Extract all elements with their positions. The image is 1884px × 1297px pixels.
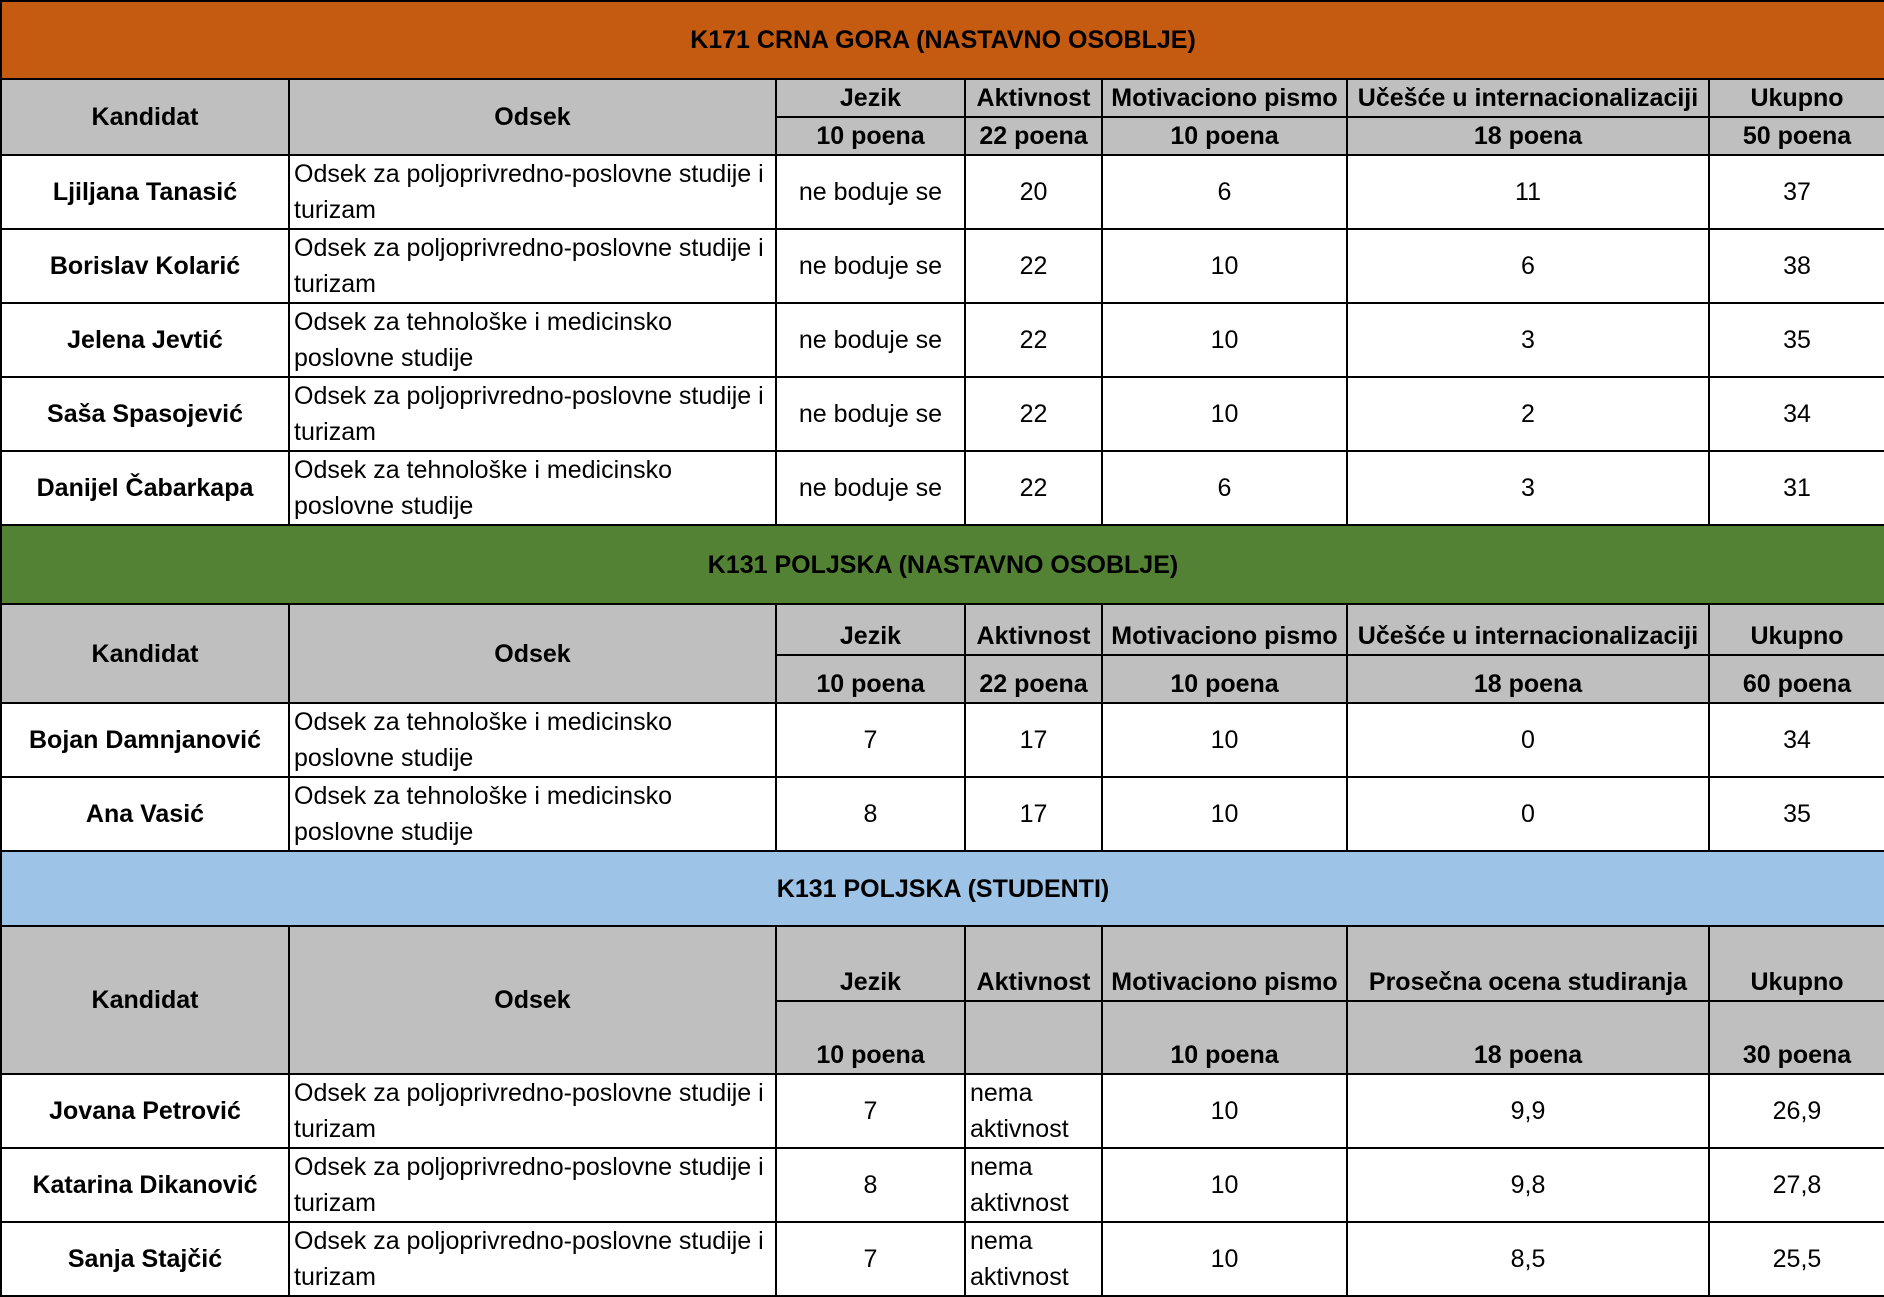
cell-motivaciono: 10 bbox=[1102, 1148, 1347, 1222]
points-motivaciono: 10 poena bbox=[1102, 117, 1347, 155]
cell-motivaciono: 10 bbox=[1102, 1222, 1347, 1296]
section-title: K131 POLJSKA (NASTAVNO OSOBLJE) bbox=[1, 525, 1884, 604]
header-kandidat: Kandidat bbox=[1, 926, 289, 1074]
header-prosecna-ocena: Prosečna ocena studiranja bbox=[1347, 926, 1709, 1001]
header-aktivnost: Aktivnost bbox=[965, 604, 1102, 655]
cell-internacionalizacija: 11 bbox=[1347, 155, 1709, 229]
cell-internacionalizacija: 6 bbox=[1347, 229, 1709, 303]
cell-aktivnost: 22 bbox=[965, 229, 1102, 303]
header-odsek: Odsek bbox=[289, 604, 776, 703]
cell-jezik: 7 bbox=[776, 1222, 965, 1296]
cell-odsek: Odsek za poljoprivredno-poslovne studije i turizam bbox=[289, 229, 776, 303]
cell-odsek: Odsek za poljoprivredno-poslovne studije i turizam bbox=[289, 155, 776, 229]
cell-motivaciono: 6 bbox=[1102, 451, 1347, 525]
cell-aktivnost: 22 bbox=[965, 451, 1102, 525]
cell-motivaciono: 10 bbox=[1102, 377, 1347, 451]
points-motivaciono: 10 poena bbox=[1102, 655, 1347, 703]
cell-jezik: 7 bbox=[776, 703, 965, 777]
header-internacionalizacija: Učešće u internacionalizaciji bbox=[1347, 604, 1709, 655]
header-ukupno: Ukupno bbox=[1709, 604, 1884, 655]
header-jezik: Jezik bbox=[776, 604, 965, 655]
table-row bbox=[1, 1074, 1884, 1148]
cell-prosecna-ocena: 9,8 bbox=[1347, 1148, 1709, 1222]
cell-aktivnost: nema aktivnost bbox=[965, 1074, 1102, 1148]
points-jezik: 10 poena bbox=[776, 117, 965, 155]
cell-odsek: Odsek za tehnološke i medicinsko poslovne studije bbox=[289, 303, 776, 377]
cell-ukupno: 38 bbox=[1709, 229, 1884, 303]
cell-internacionalizacija: 0 bbox=[1347, 703, 1709, 777]
cell-odsek: Odsek za poljoprivredno-poslovne studije i turizam bbox=[289, 377, 776, 451]
cell-aktivnost: nema aktivnost bbox=[965, 1148, 1102, 1222]
cell-jezik: ne boduje se bbox=[776, 155, 965, 229]
cell-ukupno: 35 bbox=[1709, 303, 1884, 377]
cell-aktivnost: 22 bbox=[965, 303, 1102, 377]
points-ukupno: 50 poena bbox=[1709, 117, 1884, 155]
header-aktivnost: Aktivnost bbox=[965, 79, 1102, 117]
cell-jezik: 8 bbox=[776, 1148, 965, 1222]
header-aktivnost: Aktivnost bbox=[965, 926, 1102, 1001]
points-aktivnost: 22 poena bbox=[965, 655, 1102, 703]
cell-kandidat: Ana Vasić bbox=[1, 777, 289, 851]
cell-ukupno: 27,8 bbox=[1709, 1148, 1884, 1222]
points-motivaciono: 10 poena bbox=[1102, 1001, 1347, 1074]
cell-kandidat: Danijel Čabarkapa bbox=[1, 451, 289, 525]
cell-jezik: 7 bbox=[776, 1074, 965, 1148]
cell-motivaciono: 10 bbox=[1102, 229, 1347, 303]
cell-motivaciono: 10 bbox=[1102, 777, 1347, 851]
table-row bbox=[1, 303, 1884, 377]
cell-kandidat: Katarina Dikanović bbox=[1, 1148, 289, 1222]
header-jezik: Jezik bbox=[776, 926, 965, 1001]
cell-prosecna-ocena: 8,5 bbox=[1347, 1222, 1709, 1296]
cell-motivaciono: 10 bbox=[1102, 703, 1347, 777]
cell-odsek: Odsek za tehnološke i medicinsko poslovne studije bbox=[289, 703, 776, 777]
cell-ukupno: 25,5 bbox=[1709, 1222, 1884, 1296]
table-row bbox=[1, 155, 1884, 229]
header-kandidat: Kandidat bbox=[1, 79, 289, 155]
header-kandidat: Kandidat bbox=[1, 604, 289, 703]
cell-internacionalizacija: 3 bbox=[1347, 451, 1709, 525]
points-jezik: 10 poena bbox=[776, 655, 965, 703]
table-row bbox=[1, 777, 1884, 851]
cell-internacionalizacija: 3 bbox=[1347, 303, 1709, 377]
header-ukupno: Ukupno bbox=[1709, 79, 1884, 117]
section-title-row bbox=[1, 1, 1884, 79]
header-motivaciono: Motivaciono pismo bbox=[1102, 79, 1347, 117]
header-motivaciono: Motivaciono pismo bbox=[1102, 926, 1347, 1001]
cell-kandidat: Borislav Kolarić bbox=[1, 229, 289, 303]
cell-motivaciono: 6 bbox=[1102, 155, 1347, 229]
table-row bbox=[1, 377, 1884, 451]
header-internacionalizacija: Učešće u internacionalizaciji bbox=[1347, 79, 1709, 117]
cell-jezik: ne boduje se bbox=[776, 451, 965, 525]
table-row bbox=[1, 1148, 1884, 1222]
cell-odsek: Odsek za poljoprivredno-poslovne studije i turizam bbox=[289, 1222, 776, 1296]
points-aktivnost bbox=[965, 1001, 1102, 1074]
section-title: K131 POLJSKA (STUDENTI) bbox=[1, 851, 1884, 926]
section-title: K171 CRNA GORA (NASTAVNO OSOBLJE) bbox=[1, 1, 1884, 79]
cell-jezik: ne boduje se bbox=[776, 377, 965, 451]
cell-jezik: 8 bbox=[776, 777, 965, 851]
cell-kandidat: Bojan Damnjanović bbox=[1, 703, 289, 777]
section-title-row bbox=[1, 851, 1884, 926]
header-odsek: Odsek bbox=[289, 79, 776, 155]
points-aktivnost: 22 poena bbox=[965, 117, 1102, 155]
cell-kandidat: Ljiljana Tanasić bbox=[1, 155, 289, 229]
header-jezik: Jezik bbox=[776, 79, 965, 117]
cell-jezik: ne boduje se bbox=[776, 303, 965, 377]
cell-internacionalizacija: 2 bbox=[1347, 377, 1709, 451]
cell-motivaciono: 10 bbox=[1102, 1074, 1347, 1148]
cell-internacionalizacija: 0 bbox=[1347, 777, 1709, 851]
points-internacionalizacija: 18 poena bbox=[1347, 117, 1709, 155]
cell-aktivnost: 17 bbox=[965, 777, 1102, 851]
cell-aktivnost: nema aktivnost bbox=[965, 1222, 1102, 1296]
header-ukupno: Ukupno bbox=[1709, 926, 1884, 1001]
cell-kandidat: Sanja Stajčić bbox=[1, 1222, 289, 1296]
cell-aktivnost: 17 bbox=[965, 703, 1102, 777]
cell-motivaciono: 10 bbox=[1102, 303, 1347, 377]
header-row bbox=[1, 79, 1884, 117]
table-row bbox=[1, 1222, 1884, 1296]
points-ukupno: 60 poena bbox=[1709, 655, 1884, 703]
table-row bbox=[1, 703, 1884, 777]
header-odsek: Odsek bbox=[289, 926, 776, 1074]
cell-ukupno: 34 bbox=[1709, 377, 1884, 451]
points-prosecna-ocena: 18 poena bbox=[1347, 1001, 1709, 1074]
cell-prosecna-ocena: 9,9 bbox=[1347, 1074, 1709, 1148]
points-ukupno: 30 poena bbox=[1709, 1001, 1884, 1074]
cell-ukupno: 34 bbox=[1709, 703, 1884, 777]
cell-odsek: Odsek za poljoprivredno-poslovne studije i turizam bbox=[289, 1074, 776, 1148]
header-motivaciono: Motivaciono pismo bbox=[1102, 604, 1347, 655]
cell-ukupno: 31 bbox=[1709, 451, 1884, 525]
cell-kandidat: Saša Spasojević bbox=[1, 377, 289, 451]
table-row bbox=[1, 451, 1884, 525]
cell-aktivnost: 20 bbox=[965, 155, 1102, 229]
points-internacionalizacija: 18 poena bbox=[1347, 655, 1709, 703]
header-row bbox=[1, 604, 1884, 655]
cell-odsek: Odsek za tehnološke i medicinsko poslovne studije bbox=[289, 777, 776, 851]
cell-kandidat: Jelena Jevtić bbox=[1, 303, 289, 377]
table-row bbox=[1, 229, 1884, 303]
cell-ukupno: 37 bbox=[1709, 155, 1884, 229]
section-title-row bbox=[1, 525, 1884, 604]
cell-odsek: Odsek za tehnološke i medicinsko poslovne studije bbox=[289, 451, 776, 525]
cell-kandidat: Jovana Petrović bbox=[1, 1074, 289, 1148]
cell-odsek: Odsek za poljoprivredno-poslovne studije i turizam bbox=[289, 1148, 776, 1222]
cell-aktivnost: 22 bbox=[965, 377, 1102, 451]
cell-jezik: ne boduje se bbox=[776, 229, 965, 303]
header-row bbox=[1, 926, 1884, 1001]
points-jezik: 10 poena bbox=[776, 1001, 965, 1074]
cell-ukupno: 35 bbox=[1709, 777, 1884, 851]
cell-ukupno: 26,9 bbox=[1709, 1074, 1884, 1148]
